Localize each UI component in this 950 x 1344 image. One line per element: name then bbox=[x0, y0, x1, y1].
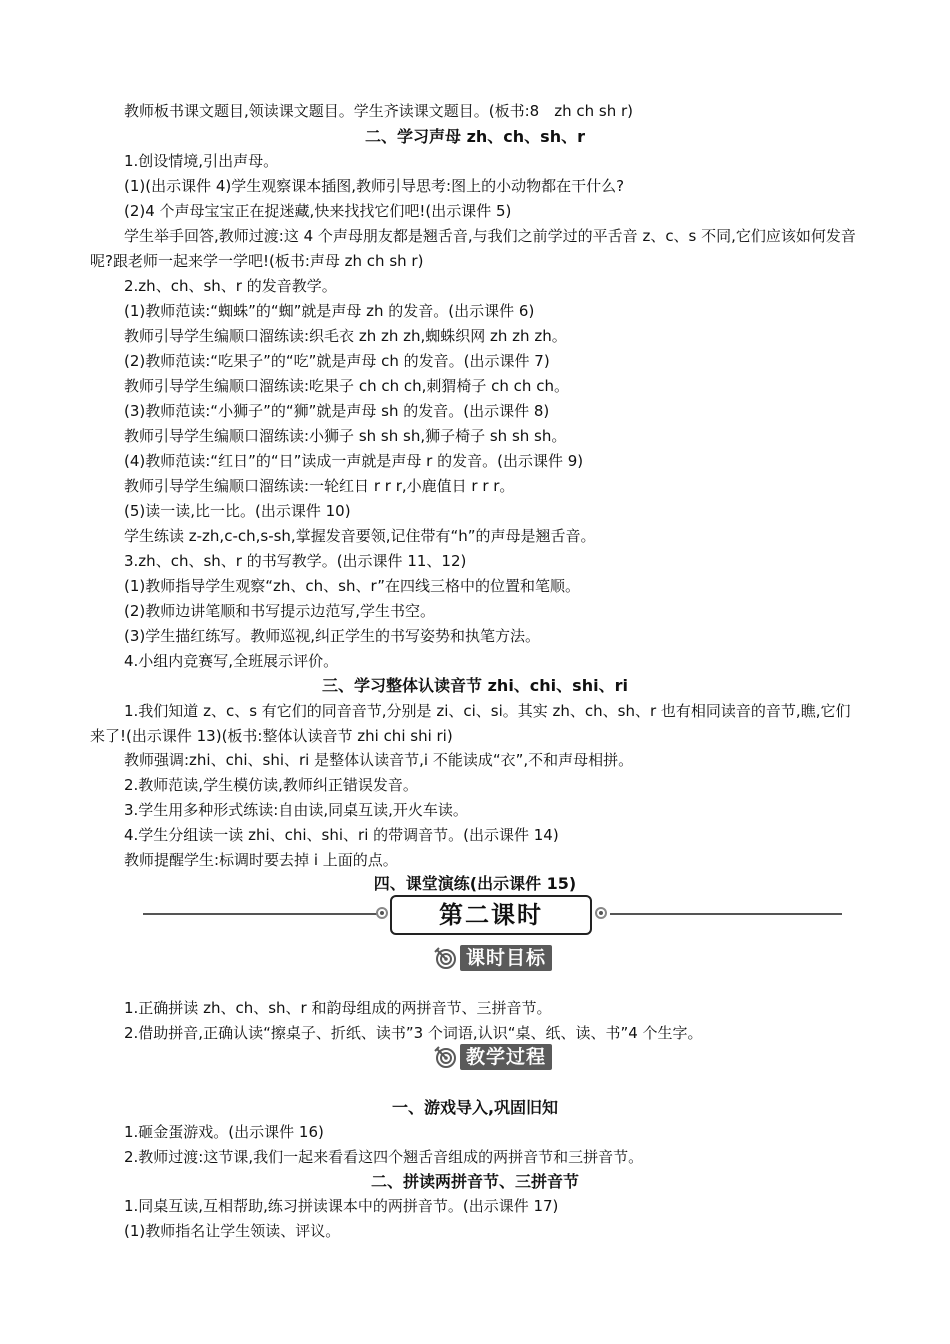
text-line: 3.zh、ch、sh、r 的书写教学。(出示课件 11、12) bbox=[124, 552, 467, 570]
divider-dot-right bbox=[595, 907, 607, 919]
text-line: 1.正确拼读 zh、ch、sh、r 和韵母组成的两拼音节、三拼音节。 bbox=[124, 999, 552, 1017]
text-line: (3)学生描红练写。教师巡视,纠正学生的书写姿势和执笔方法。 bbox=[124, 627, 541, 645]
divider-line-left bbox=[143, 913, 378, 915]
text-line: (1)教师指名让学生领读、评议。 bbox=[124, 1222, 341, 1240]
badge-label: 教学过程 bbox=[460, 1044, 552, 1070]
text-line: (2)教师范读:“吃果子”的“吃”就是声母 ch 的发音。(出示课件 7) bbox=[124, 352, 550, 370]
target-arrow-icon bbox=[434, 946, 458, 970]
text-line: 教师引导学生编顺口溜练读:小狮子 sh sh sh,狮子椅子 sh sh sh。 bbox=[124, 427, 567, 445]
section-heading: 二、学习声母 zh、ch、sh、r bbox=[365, 127, 585, 146]
text-line: 2.zh、ch、sh、r 的发音教学。 bbox=[124, 277, 337, 295]
text-line: 2.教师过渡:这节课,我们一起来看看这四个翘舌音组成的两拼音节和三拼音节。 bbox=[124, 1148, 644, 1166]
lesson-title-box bbox=[390, 895, 592, 935]
text-line: (1)教师指导学生观察“zh、ch、sh、r”在四线三格中的位置和笔顺。 bbox=[124, 577, 581, 595]
text-line: 4.学生分组读一读 zhi、chi、shi、ri 的带调音节。(出示课件 14) bbox=[124, 826, 559, 844]
text-line: 3.学生用多种形式练读:自由读,同桌互读,开火车读。 bbox=[124, 801, 468, 819]
section-heading: 一、游戏导入,巩固旧知 bbox=[391, 1098, 559, 1117]
text-line: 教师引导学生编顺口溜练读:吃果子 ch ch ch,刺猬椅子 ch ch ch。 bbox=[124, 377, 569, 395]
text-line: (5)读一读,比一比。(出示课件 10) bbox=[124, 502, 351, 520]
text-line: 教师引导学生编顺口溜练读:一轮红日 r r r,小鹿值日 r r r。 bbox=[124, 477, 515, 495]
text-line: 教师板书课文题目,领读课文题目。学生齐读课文题目。(板书:8 zh ch sh r) bbox=[124, 102, 633, 120]
text-line: (1)(出示课件 4)学生观察课本插图,教师引导思考:图上的小动物都在干什么? bbox=[124, 177, 625, 195]
text-paragraph: 1.我们知道 z、c、s 有它们的同音音节,分别是 zi、ci、si。其实 zh、ch、sh、r 也有相同读音的音节,瞧,它们来了!(出示课件 13)(板书:整体认读音节 zhi chi shi ri) bbox=[90, 702, 851, 745]
text-line: 2.借助拼音,正确认读“擦桌子、折纸、读书”3 个词语,认识“桌、纸、读、书”4 个生字。 bbox=[124, 1024, 703, 1042]
text-line: 教师强调:zhi、chi、shi、ri 是整体认读音节,i 不能读成“衣”,不和声母相拼。 bbox=[124, 751, 634, 769]
text-line: 2.教师范读,学生模仿读,教师纠正错误发音。 bbox=[124, 776, 418, 794]
text-line: 1.砸金蛋游戏。(出示课件 16) bbox=[124, 1123, 324, 1141]
badge-teaching-process bbox=[434, 1043, 552, 1071]
text-paragraph: 学生举手回答,教师过渡:这 4 个声母朋友都是翘舌音,与我们之前学过的平舌音 z、c、s 不同,它们应该如何发音呢?跟老师一起来学一学吧!(板书:声母 zh ch sh r) bbox=[90, 227, 856, 270]
text-line: 教师引导学生编顺口溜练读:织毛衣 zh zh zh,蜘蛛织网 zh zh zh。 bbox=[124, 327, 567, 345]
text-line: 1.创设情境,引出声母。 bbox=[124, 152, 279, 170]
badge-label: 课时目标 bbox=[460, 945, 552, 971]
text-line: (1)教师范读:“蜘蛛”的“蜘”就是声母 zh 的发音。(出示课件 6) bbox=[124, 302, 535, 320]
text-line: (3)教师范读:“小狮子”的“狮”就是声母 sh 的发音。(出示课件 8) bbox=[124, 402, 550, 420]
badge-lesson-goals bbox=[434, 944, 552, 972]
text-line: 学生练读 z-zh,c-ch,s-sh,掌握发音要领,记住带有“h”的声母是翘舌音。 bbox=[124, 527, 596, 545]
target-arrow-icon bbox=[434, 1045, 458, 1069]
lesson-title: 第二课时 bbox=[439, 901, 543, 929]
text-line: 1.同桌互读,互相帮助,练习拼读课本中的两拼音节。(出示课件 17) bbox=[124, 1197, 559, 1215]
text-line: (2)4 个声母宝宝正在捉迷藏,快来找找它们吧!(出示课件 5) bbox=[124, 202, 512, 220]
divider-dot-left bbox=[376, 907, 388, 919]
text-line: 教师提醒学生:标调时要去掉 i 上面的点。 bbox=[124, 851, 398, 869]
section-heading: 四、课堂演练(出示课件 15) bbox=[373, 874, 577, 893]
text-line: (4)教师范读:“红日”的“日”读成一声就是声母 r 的发音。(出示课件 9) bbox=[124, 452, 584, 470]
text-line: (2)教师边讲笔顺和书写提示边范写,学生书空。 bbox=[124, 602, 436, 620]
section-heading: 三、学习整体认读音节 zhi、chi、shi、ri bbox=[322, 676, 628, 695]
divider-line-right bbox=[610, 913, 842, 915]
section-heading: 二、拼读两拼音节、三拼音节 bbox=[370, 1172, 579, 1191]
text-line: 4.小组内竞赛写,全班展示评价。 bbox=[124, 652, 339, 670]
